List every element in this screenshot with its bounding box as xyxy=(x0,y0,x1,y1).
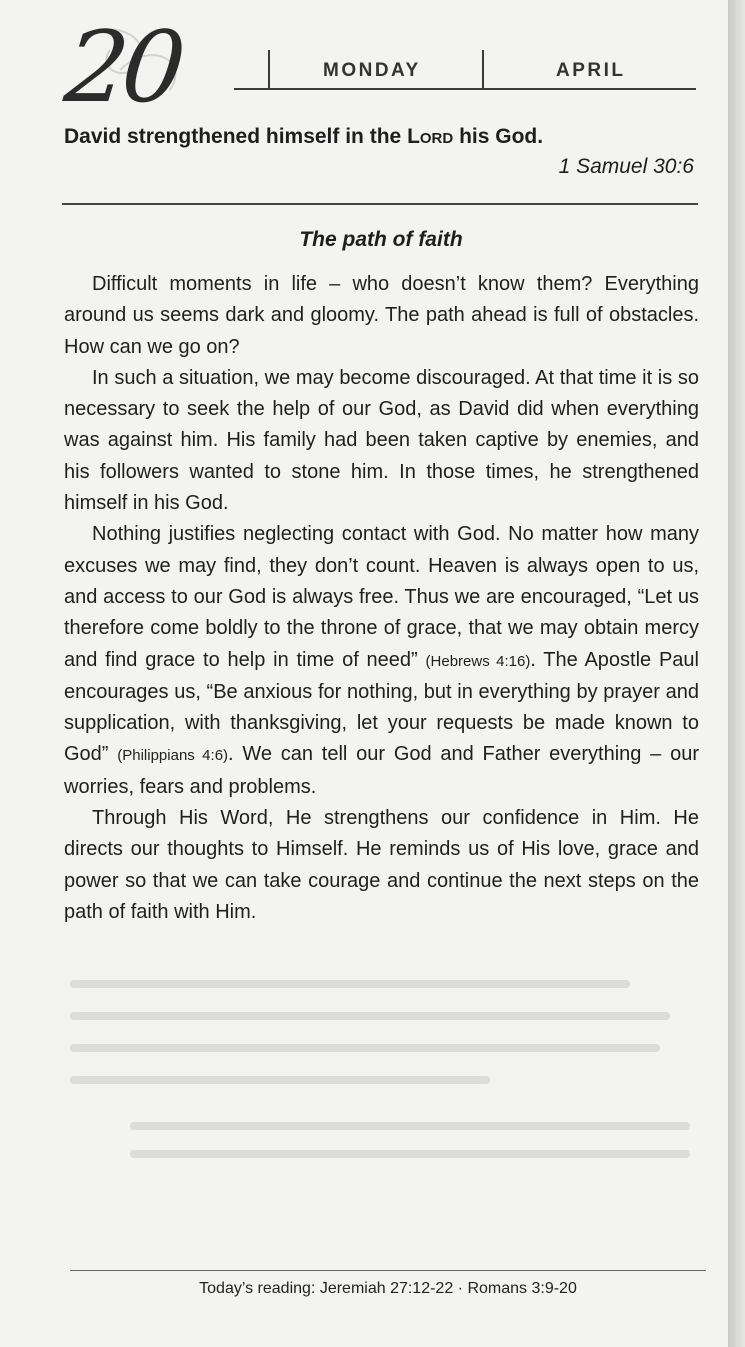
verse-text-after: his God. xyxy=(453,125,544,148)
hebrews-reference: (Hebrews 4:16) xyxy=(425,652,531,670)
philippians-reference: (Philippians 4:6) xyxy=(117,747,229,765)
paragraph-3 xyxy=(64,519,699,803)
footer-rule xyxy=(70,1270,706,1271)
verse-rule xyxy=(62,203,698,205)
verse-lord-smallcaps: ORD xyxy=(419,130,454,147)
month-label: APRIL xyxy=(556,60,626,81)
paragraph-1: Difficult moments in life – who doesn’t know them? Everything around us seems dark and gloomy. The path ahead is full of obstacles. How can we go on? xyxy=(64,273,699,358)
verse-text xyxy=(64,125,704,149)
devotion-title: The path of faith xyxy=(299,228,463,251)
verse-lord-initial: L xyxy=(407,125,420,148)
verse-text-before: David strengthened himself in the xyxy=(64,125,408,148)
paragraph-4: Through His Word, He strengthens our confidence in Him. He directs our thoughts to Himself. He reminds us of His love, grace and power so that we can take courage and continue the next steps on the path of faith with Him. xyxy=(64,807,699,923)
devotion-body xyxy=(64,269,699,928)
todays-reading: Today’s reading: Jeremiah 27:12-22 · Romans 3:9-20 xyxy=(199,1280,577,1297)
weekday-label: MONDAY xyxy=(323,60,421,81)
paragraph-3-part-b: . The Apostle Paul encourages us, “Be anxious for nothing, but in everything by prayer and supplication, with thanksgiving, let your requests be made known to God” xyxy=(64,648,700,766)
day-number: 20 xyxy=(60,11,185,125)
paragraph-3-part-c: . We can tell our God and Father everything – our worries, fears and problems. xyxy=(64,743,699,798)
paragraph-2: In such a situation, we may become discouraged. At that time it is so necessary to seek the help of our God, as David did when everything was against him. His family had been taken captive by enemies, and his followers wanted to stone him. In those times, he strengthened himself in his God. xyxy=(64,366,699,515)
paragraph-3-part-a: Nothing justifies neglecting contact with God. No matter how many excuses we may find, they don’t count. Heaven is always open to us, and access to our God is always free. Thus we are encouraged, “Let us therefore come boldly to the throne of grace, that we may obtain mercy and find grace to help in time of need” xyxy=(64,523,699,671)
header-rule xyxy=(234,88,696,90)
header-separator-right xyxy=(482,50,484,88)
header-separator-left xyxy=(268,50,270,88)
page-edge-shadow xyxy=(728,0,745,1347)
verse-reference: 1 Samuel 30:6 xyxy=(558,155,694,178)
